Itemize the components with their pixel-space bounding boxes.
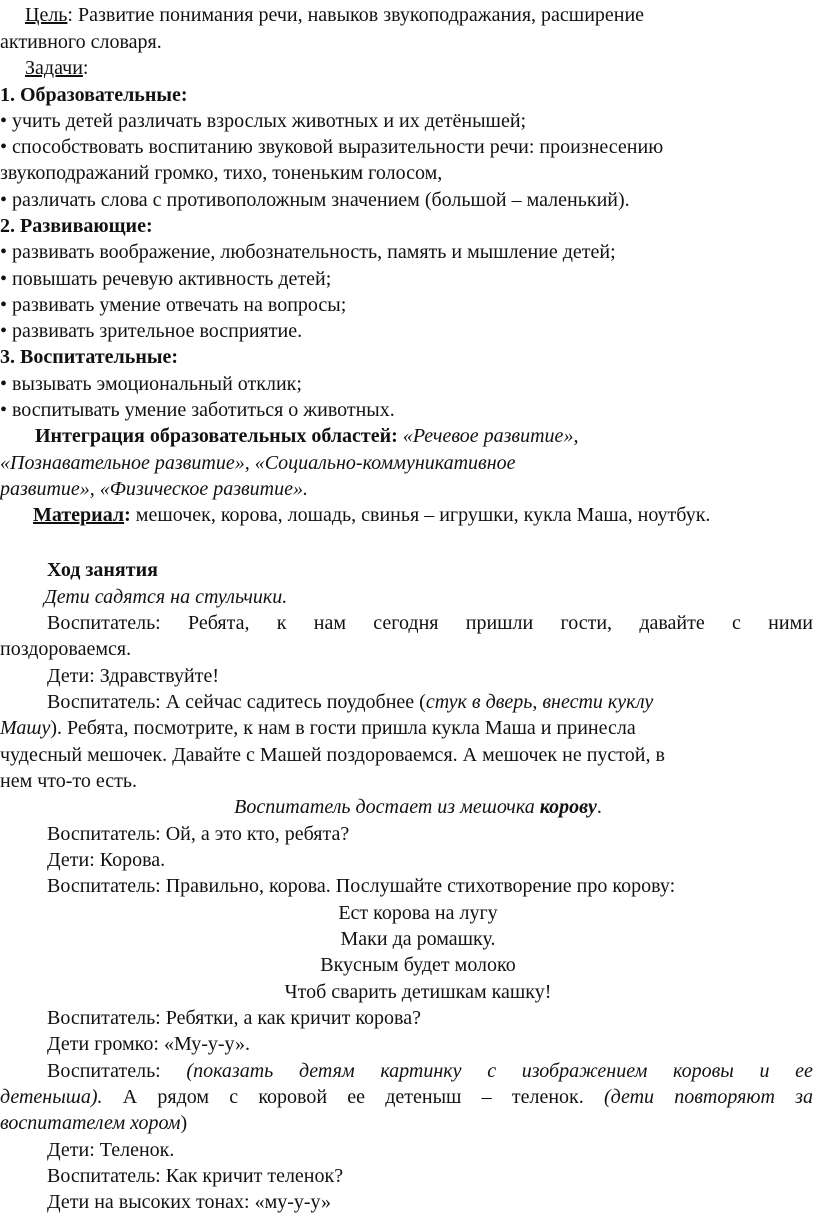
- stage-direction: стук в дверь: [425, 691, 533, 713]
- word: с: [229, 1086, 239, 1108]
- integration-areas-cont: развитие», «Физическое развитие».: [0, 478, 308, 500]
- section-title-upbringing: 3. Воспитательные:: [0, 346, 178, 368]
- section-title-educational: 1. Образовательные:: [0, 84, 188, 106]
- lesson-intro: Дети садятся на стульчики.: [44, 586, 288, 608]
- stage-direction: внести куклу: [542, 691, 654, 713]
- paragraph-end: [0, 1110, 816, 1136]
- word: повторяют: [674, 1086, 775, 1108]
- word: рядом: [157, 1086, 210, 1108]
- word: (дети: [603, 1086, 655, 1108]
- list-item: • учить детей различать взрослых животных и их детёнышей;: [0, 110, 527, 132]
- word: –: [481, 1086, 492, 1108]
- dialog-line: Воспитатель: Правильно, корова. Послушайте стихотворение про корову:: [47, 875, 676, 897]
- dialog-line: [47, 689, 816, 715]
- text-run: Воспитатель достает из мешочка: [234, 796, 540, 818]
- dialog-line: Воспитатель: Ой, а это кто, ребята?: [47, 823, 350, 845]
- word: ее: [347, 1086, 366, 1108]
- word: гости,: [560, 612, 613, 634]
- dialog-line: Дети громко: «Му-у-у».: [47, 1033, 251, 1055]
- text-run: ): [180, 1112, 188, 1134]
- dialog-line: Воспитатель: Как кричит теленок?: [47, 1165, 344, 1187]
- goal-text-cont: активного словаря.: [0, 31, 162, 53]
- text-run: Воспитатель: А сейчас садитесь поудобнее (: [47, 691, 426, 713]
- dialog-line: Дети: Здравствуйте!: [47, 665, 220, 687]
- list-item: • развивать умение отвечать на вопросы;: [0, 294, 347, 316]
- word: нам: [313, 612, 346, 634]
- dialog-line: Дети на высоких тонах: «му-у-у»: [47, 1191, 332, 1213]
- word: Воспитатель:: [47, 612, 161, 634]
- word: к: [276, 612, 287, 634]
- word: А: [122, 1086, 138, 1108]
- tasks-heading: [25, 55, 816, 81]
- word: (показать: [186, 1060, 274, 1082]
- material-text: мешочек, корова, лошадь, свинья – игрушки, кукла Маша, ноутбук.: [130, 504, 711, 526]
- word: коровой: [258, 1086, 328, 1108]
- lesson-title: Ход занятия: [47, 559, 158, 581]
- word: с: [487, 1060, 497, 1082]
- paragraph-justified: [47, 610, 813, 636]
- word: картинку: [380, 1060, 462, 1082]
- poem-line: Чтоб сварить детишкам кашку!: [284, 981, 552, 1003]
- dialog-line: Дети: Корова.: [47, 849, 166, 871]
- integration-line: [35, 423, 816, 449]
- word: теленок.: [511, 1086, 584, 1108]
- goal-text: : Развитие понимания речи, навыков звукоподражания, расширение: [67, 4, 645, 26]
- integration-label: Интеграция образовательных областей:: [35, 425, 398, 447]
- list-item: звукоподражаний громко, тихо, тоненьким голосом,: [0, 162, 443, 184]
- word: коровы: [673, 1060, 734, 1082]
- text-run: ,: [532, 691, 543, 713]
- material-line: [33, 502, 816, 528]
- stage-note: [20, 794, 816, 820]
- word: и: [759, 1060, 770, 1082]
- list-item: • способствовать воспитанию звуковой выразительности речи: произнесению: [0, 136, 664, 158]
- dialog-line: Воспитатель: Ребятки, а как кричит корова?: [47, 1007, 421, 1029]
- list-item: • вызывать эмоциональный отклик;: [0, 373, 302, 395]
- dialog-line-cont: чудесный мешочек. Давайте с Машей поздороваемся. А мешочек не пустой, в: [0, 744, 665, 766]
- word: детеныша).: [0, 1086, 103, 1108]
- list-item: • развивать воображение, любознательность, память и мышление детей;: [0, 241, 616, 263]
- paragraph-end: поздороваемся.: [0, 638, 132, 660]
- tasks-colon: :: [82, 57, 89, 79]
- word: изображением: [521, 1060, 648, 1082]
- text-run: .: [596, 796, 602, 818]
- tasks-label: Задачи: [25, 57, 83, 79]
- paragraph-justified: [0, 1084, 813, 1110]
- word: детеныш: [385, 1086, 462, 1108]
- stage-direction: воспитателем хором: [0, 1112, 181, 1134]
- word: детям: [298, 1060, 355, 1082]
- dialog-line-cont: [0, 715, 816, 741]
- text-run: ). Ребята, посмотрите, к нам в гости пришла кукла Маша и принесла: [50, 717, 636, 739]
- emphasis: корову: [539, 796, 597, 818]
- paragraph-justified: [47, 1058, 813, 1084]
- list-item: • повышать речевую активность детей;: [0, 268, 332, 290]
- material-colon: :: [124, 504, 131, 526]
- word: Ребята,: [188, 612, 250, 634]
- section-title-developing: 2. Развивающие:: [0, 215, 153, 237]
- list-item: • развивать зрительное восприятие.: [0, 320, 303, 342]
- integration-area: «Речевое развитие»,: [402, 425, 579, 447]
- dialog-line-cont: нем что-то есть.: [0, 770, 138, 792]
- word: пришли: [465, 612, 534, 634]
- list-item: • воспитывать умение заботиться о животных.: [0, 399, 395, 421]
- word: сегодня: [373, 612, 439, 634]
- word: Воспитатель:: [47, 1060, 161, 1082]
- material-label: Материал: [33, 504, 125, 526]
- word: с: [732, 612, 741, 634]
- list-item: • различать слова с противоположным значением (большой – маленький).: [0, 189, 630, 211]
- poem-line: Маки да ромашку.: [340, 928, 496, 950]
- poem-line: Вкусным будет молоко: [320, 954, 516, 976]
- word: ними: [768, 612, 813, 634]
- poem-line: Ест корова на лугу: [338, 902, 498, 924]
- goal-label: Цель: [25, 4, 68, 26]
- word: за: [795, 1086, 813, 1108]
- stage-direction: Машу: [0, 717, 51, 739]
- dialog-line: Дети: Теленок.: [47, 1139, 175, 1161]
- integration-areas: «Познавательное развитие», «Социально-коммуникативное: [0, 452, 516, 474]
- goal-line: [25, 2, 816, 28]
- word: давайте: [639, 612, 705, 634]
- word: ее: [795, 1060, 813, 1082]
